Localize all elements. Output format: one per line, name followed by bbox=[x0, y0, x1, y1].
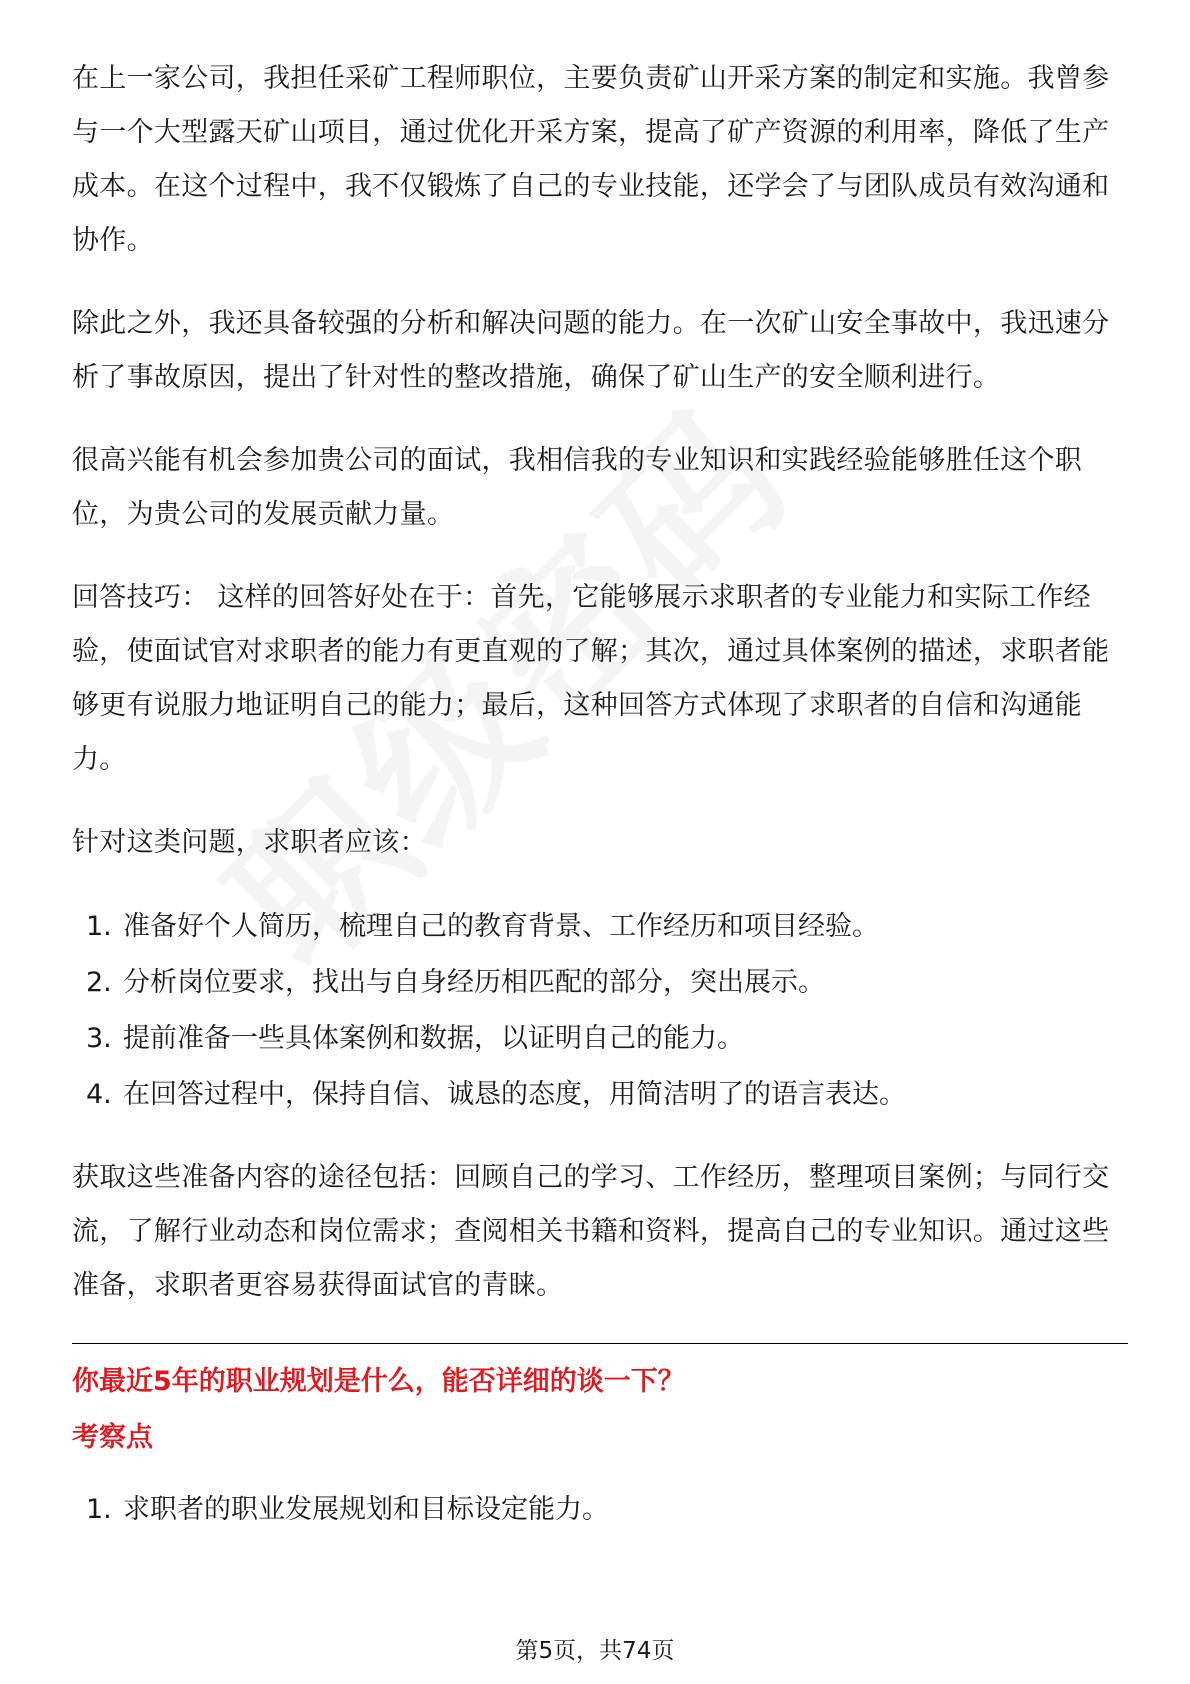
advice-list bbox=[72, 899, 1128, 1123]
list-item-number: 1. bbox=[86, 911, 112, 942]
question-heading: 你最近5年的职业规划是什么，能否详细的谈一下？ bbox=[72, 1366, 685, 1397]
paragraph-problem-solving: 除此之外，我还具备较强的分析和解决问题的能力。在一次矿山安全事故中，我迅速分析了事故原因，提出了针对性的整改措施，确保了矿山生产的安全顺利进行。 bbox=[72, 308, 1110, 393]
list-item-text: 分析岗位要求，找出与自身经历相匹配的部分，突出展示。 bbox=[123, 967, 825, 998]
paragraph-advice-intro: 针对这类问题，求职者应该： bbox=[72, 827, 427, 858]
list-item-text: 在回答过程中，保持自信、诚恳的态度，用简洁明了的语言表达。 bbox=[123, 1079, 906, 1110]
page-footer: 第5页，共74页 bbox=[515, 1638, 675, 1664]
list-item-number: 2. bbox=[86, 967, 112, 998]
paragraph-answer-tips: 回答技巧： 这样的回答好处在于：首先，它能够展示求职者的专业能力和实际工作经验，使面试官对求职者的能力有更直观的了解；其次，通过具体案例的描述，求职者能够更有说服力地证明自己的能力；最后，这种回答方式体现了求职者的自信和沟通能力。 bbox=[72, 582, 1110, 775]
list-item-text: 提前准备一些具体案例和数据，以证明自己的能力。 bbox=[123, 1023, 744, 1054]
list-item bbox=[72, 1067, 1128, 1123]
paragraph-preparation-sources: 获取这些准备内容的途径包括：回顾自己的学习、工作经历，整理项目案例；与同行交流，了解行业动态和岗位需求；查阅相关书籍和资料，提高自己的专业知识。通过这些准备，求职者更容易获得面试官的青睐。 bbox=[72, 1162, 1110, 1301]
list-item bbox=[72, 1011, 1128, 1067]
document-page bbox=[72, 52, 1128, 1566]
list-item-number: 4. bbox=[86, 1079, 112, 1110]
list-item-text: 求职者的职业发展规划和目标设定能力。 bbox=[123, 1494, 609, 1525]
list-item-number: 1. bbox=[86, 1494, 112, 1525]
paragraph-closing-statement: 很高兴能有机会参加贵公司的面试，我相信我的专业知识和实践经验能够胜任这个职位，为贵公司的发展贡献力量。 bbox=[72, 445, 1083, 530]
assessment-points-list bbox=[72, 1482, 1128, 1538]
list-item-number: 3. bbox=[86, 1023, 112, 1054]
section-label: 考察点 bbox=[72, 1422, 153, 1453]
list-item-text: 准备好个人简历，梳理自己的教育背景、工作经历和项目经验。 bbox=[123, 911, 879, 942]
list-item bbox=[72, 955, 1128, 1011]
section-divider bbox=[72, 1343, 1128, 1344]
paragraph-experience: 在上一家公司，我担任采矿工程师职位，主要负责矿山开采方案的制定和实施。我曾参与一个大型露天矿山项目，通过优化开采方案，提高了矿产资源的利用率，降低了生产成本。在这个过程中，我不仅锻炼了自己的专业技能，还学会了与团队成员有效沟通和协作。 bbox=[72, 63, 1110, 256]
list-item bbox=[72, 1482, 1128, 1538]
list-item bbox=[72, 899, 1128, 955]
